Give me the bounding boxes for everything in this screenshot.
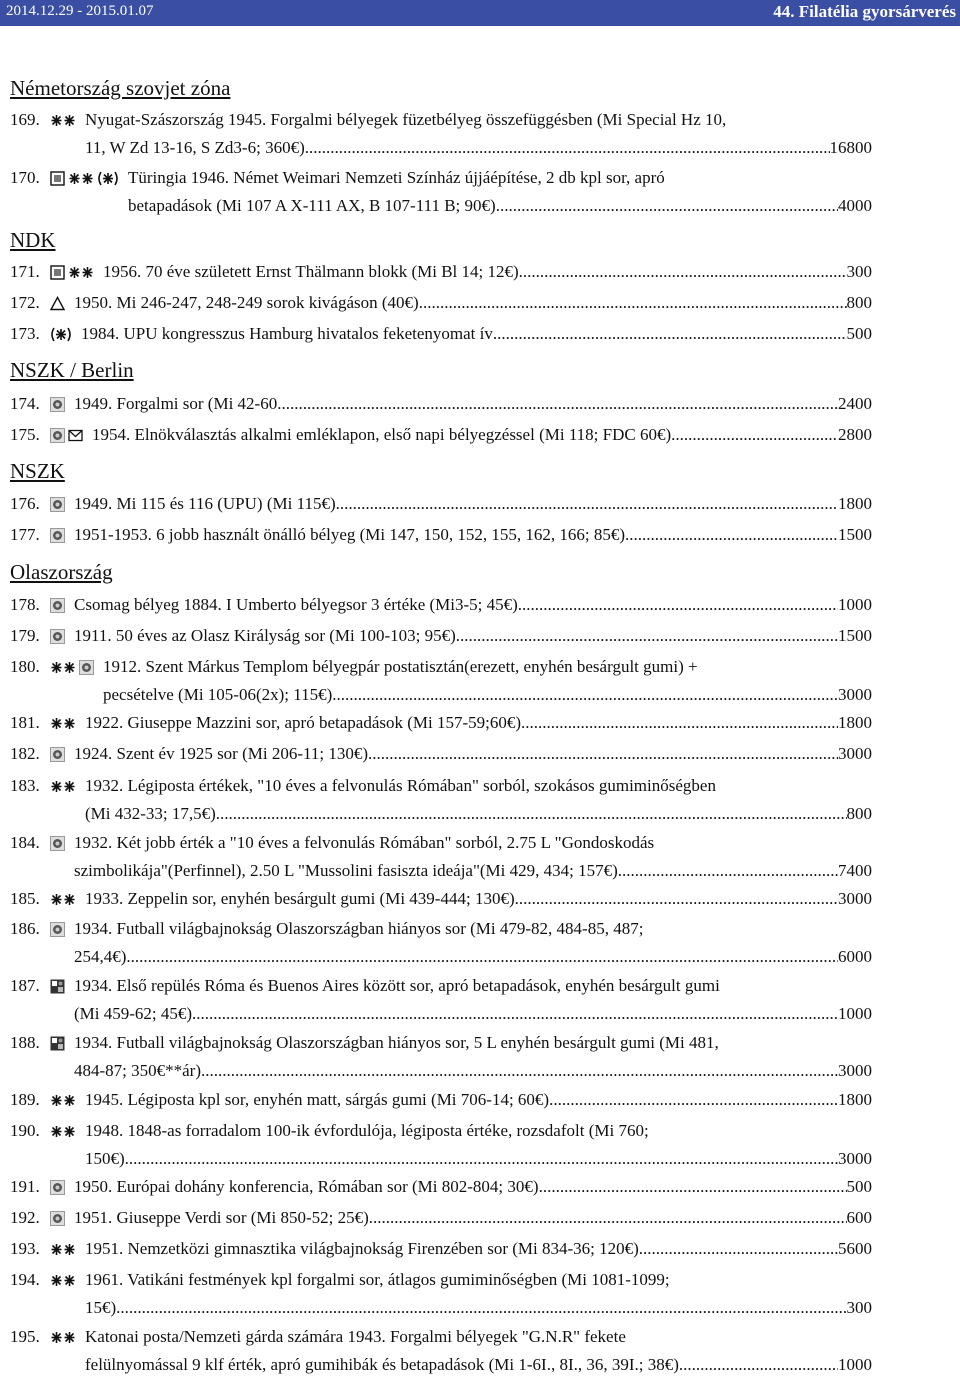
- postmark-icon: [50, 922, 65, 937]
- leader-dots: [496, 192, 838, 220]
- postmark-icon: [50, 747, 65, 762]
- lot-number: 192.: [10, 1208, 40, 1227]
- condition-icons: [50, 836, 65, 851]
- date-range: 2014.12.29 - 2015.01.07: [6, 3, 154, 19]
- lot-description: felülnyomással 9 klf érték, apró gumihibák és betapadások (Mi 1-6I., 8I., 36, 39I.; 38€): [85, 1355, 679, 1374]
- double-star-icon: [50, 1330, 76, 1345]
- condition-icons: [50, 779, 76, 794]
- double-star-icon: [50, 660, 76, 675]
- star-paren-icon: [50, 327, 72, 342]
- lot-description: 1956. 70 éve született Ernst Thälmann blokk (Mi Bl 14; 12€): [103, 262, 519, 281]
- lot-description: Katonai posta/Nemzeti gárda számára 1943. Forgalmi bélyegek "G.N.R" fekete: [85, 1327, 626, 1346]
- lot-description: 1934. Futball világbajnokság Olaszországban hiányos sor, 5 L enyhén besárgult gumi (Mi 481,: [74, 1033, 719, 1052]
- leader-dots: [142, 1145, 838, 1173]
- mixed-icon: [50, 1036, 65, 1051]
- leader-dots: [456, 622, 838, 650]
- lot-number: 173.: [10, 324, 40, 343]
- lot-description: 1922. Giuseppe Mazzini sor, apró betapadások (Mi 157-59;60€): [85, 713, 522, 732]
- lot-description: 1934. Első repülés Róma és Buenos Aires között sor, apró betapadások, enyhén besárgult gumi: [74, 976, 720, 995]
- lot-number: 194.: [10, 1270, 40, 1289]
- lot-number: 179.: [10, 626, 40, 645]
- leader-dots: [419, 289, 847, 317]
- leader-dots: [277, 390, 838, 418]
- lot-description: 1945. Légiposta kpl sor, enyhén matt, sárgás gumi (Mi 706-14; 60€): [85, 1090, 550, 1109]
- lot-number: 171.: [10, 262, 40, 281]
- leader-dots: [216, 800, 847, 828]
- lot-description: pecsételve (Mi 105-06(2x); 115€): [103, 685, 333, 704]
- lot-number: 181.: [10, 713, 40, 732]
- lot-description: (Mi 432-33; 17,5€): [85, 804, 216, 823]
- triangle-icon: [50, 296, 65, 311]
- postmark-icon: [50, 428, 65, 443]
- lot-price: 1000: [838, 1355, 872, 1374]
- condition-icons: [50, 265, 94, 280]
- lot-description: 1924. Szent év 1925 sor (Mi 206-11; 130€): [74, 744, 369, 763]
- double-star-icon: [50, 1093, 76, 1108]
- lot-number: 178.: [10, 595, 40, 614]
- postmark-icon: [50, 397, 65, 412]
- condition-icons: [50, 1273, 76, 1288]
- lot-number: 175.: [10, 425, 40, 444]
- condition-icons: [50, 892, 76, 907]
- lot-description: 1934. Futball világbajnokság Olaszországban hiányos sor (Mi 479-82, 484-85, 487;: [74, 919, 644, 938]
- auction-title: 44. Filatélia gyorsárverés: [773, 2, 956, 21]
- lot-price: 3000: [838, 1061, 872, 1080]
- lot-number: 186.: [10, 919, 40, 938]
- condition-icons: [50, 922, 65, 937]
- condition-icons: [50, 1242, 76, 1257]
- lot-description: 1932. Légiposta értékek, "10 éves a felvonulás Rómában" sorból, szokásos gumiminőségben: [85, 776, 716, 795]
- lot-number: 177.: [10, 525, 40, 544]
- leader-dots: [133, 1294, 846, 1322]
- lot-description: 1951. Giuseppe Verdi sor (Mi 850-52; 25€): [74, 1208, 369, 1227]
- lot-description: 1950. Mi 246-247, 248-249 sorok kivágáson (40€): [74, 293, 419, 312]
- lot-number: 183.: [10, 776, 40, 795]
- block-icon: [50, 171, 65, 186]
- lot-description: Türingia 1946. Német Weimari Nemzeti Színház újjáépítése, 2 db kpl sor, apró: [128, 168, 665, 187]
- lot-price: 7400: [838, 861, 872, 880]
- page-header: [0, 0, 960, 26]
- leader-dots: [143, 943, 838, 971]
- condition-icons: [50, 660, 94, 675]
- double-star-icon: [50, 779, 76, 794]
- star-paren-icon: [97, 171, 119, 186]
- lot-price: 1000: [838, 1004, 872, 1023]
- section-heading: Olaszország: [10, 560, 113, 584]
- lot-description: 1954. Elnökválasztás alkalmi emléklapon, első napi bélyegzéssel (Mi 118; FDC 60€): [92, 425, 672, 444]
- double-star-icon: [68, 265, 94, 280]
- lot-description: 1949. Mi 115 és 116 (UPU) (Mi 115€): [74, 494, 336, 513]
- postmark-icon: [50, 497, 65, 512]
- leader-dots: [493, 320, 847, 348]
- block-icon: [50, 265, 65, 280]
- lot-description: 11, W Zd 13-16, S Zd3-6; 360€): [85, 138, 305, 157]
- section-heading: NDK: [10, 228, 56, 252]
- lot-number: 188.: [10, 1033, 40, 1052]
- leader-dots: [518, 591, 838, 619]
- mixed-icon: [50, 979, 65, 994]
- lot-description: 1932. Két jobb érték a "10 éves a felvonulás Rómában" sorból, 2.75 L "Gondoskodás: [74, 833, 655, 852]
- lot-description: 150€)....: [85, 1149, 142, 1168]
- double-star-icon: [50, 716, 76, 731]
- leader-dots: [539, 1173, 847, 1201]
- lot-number: 170.: [10, 168, 40, 187]
- postmark-icon: [50, 1180, 65, 1195]
- condition-icons: [50, 428, 83, 443]
- leader-dots: [679, 1351, 838, 1379]
- lot-description: Csomag bélyeg 1884. I Umberto bélyegsor 3 értéke (Mi3-5; 45€): [74, 595, 518, 614]
- lot-description: 1961. Vatikáni festmények kpl forgalmi sor, átlagos gumiminőségben (Mi 1081-1099;: [85, 1270, 670, 1289]
- leader-dots: [201, 1057, 838, 1085]
- condition-icons: [50, 1124, 76, 1139]
- lot-price: 500: [846, 1177, 872, 1196]
- lot-price: 4000: [838, 196, 872, 215]
- lot-price: 2800: [838, 425, 872, 444]
- condition-icons: [50, 716, 76, 731]
- postmark-icon: [79, 660, 94, 675]
- condition-icons: [50, 598, 65, 613]
- lot-price: 1000: [838, 595, 872, 614]
- lot-price: 6000: [838, 947, 872, 966]
- leader-dots: [369, 1204, 847, 1232]
- lot-number: 190.: [10, 1121, 40, 1140]
- lot-price: 3000: [838, 685, 872, 704]
- lot-number: 191.: [10, 1177, 40, 1196]
- lot-description: 1984. UPU kongresszus Hamburg hivatalos feketenyomat ív: [81, 324, 493, 343]
- lot-description: 1951-1953. 6 jobb használt önálló bélyeg (Mi 147, 150, 152, 155, 162, 166; 85€): [74, 525, 626, 544]
- leader-dots: [521, 709, 838, 737]
- leader-dots: [305, 134, 830, 162]
- lot-description: 1950. Európai dohány konferencia, Rómában sor (Mi 802-804; 30€): [74, 1177, 539, 1196]
- lot-price: 500: [846, 324, 872, 343]
- lot-price: 16800: [829, 138, 872, 157]
- lot-number: 180.: [10, 657, 40, 676]
- leader-dots: [192, 1000, 838, 1028]
- double-star-icon: [50, 1124, 76, 1139]
- postmark-icon: [50, 528, 65, 543]
- leader-dots: [332, 681, 838, 709]
- leader-dots: [336, 490, 838, 518]
- condition-icons: [50, 497, 65, 512]
- lot-description: Nyugat-Szászország 1945. Forgalmi bélyegek füzetbélyeg összefüggésben (Mi Special Hz 10,: [85, 110, 727, 129]
- condition-icons: [50, 747, 65, 762]
- lot-number: 172.: [10, 293, 40, 312]
- lot-number: 195.: [10, 1327, 40, 1346]
- leader-dots: [515, 885, 838, 913]
- condition-icons: [50, 1180, 65, 1195]
- section-heading: NSZK: [10, 459, 65, 483]
- lot-price: 300: [846, 262, 872, 281]
- postmark-icon: [50, 629, 65, 644]
- condition-icons: [50, 171, 119, 186]
- lot-description: 254,4€)....: [74, 947, 144, 966]
- condition-icons: [50, 528, 65, 543]
- lot-description: 1948. 1848-as forradalom 100-ik évfordulója, légiposta értéke, rozsdafolt (Mi 760;: [85, 1121, 649, 1140]
- condition-icons: [50, 1211, 65, 1226]
- lot-description: szimbolikája"(Perfinnel), 2.50 L "Mussolini fasiszta ideája"(Mi 429, 434; 157€): [74, 861, 618, 880]
- lot-price: 600: [846, 1208, 872, 1227]
- condition-icons: [50, 979, 65, 994]
- condition-icons: [50, 296, 65, 311]
- lot-description: 1933. Zeppelin sor, enyhén besárgult gumi (Mi 439-444; 130€): [85, 889, 515, 908]
- lot-description: 1951. Nemzetközi gimnasztika világbajnokság Firenzében sor (Mi 834-36; 120€): [85, 1239, 639, 1258]
- lot-price: 2400: [838, 394, 872, 413]
- lot-description: betapadások (Mi 107 A X-111 AX, B 107-111 B; 90€): [128, 196, 496, 215]
- lot-description: 15€)....: [85, 1298, 134, 1317]
- leader-dots: [639, 1235, 838, 1263]
- condition-icons: [50, 327, 72, 342]
- double-star-icon: [50, 892, 76, 907]
- lot-number: 174.: [10, 394, 40, 413]
- leader-dots: [368, 740, 838, 768]
- condition-icons: [50, 1093, 76, 1108]
- lot-price: 3000: [838, 889, 872, 908]
- lot-number: 193.: [10, 1239, 40, 1258]
- section-heading: NSZK / Berlin: [10, 358, 134, 382]
- lot-price: 5600: [838, 1239, 872, 1258]
- lot-price: 1500: [838, 525, 872, 544]
- lot-price: 800: [846, 804, 872, 823]
- condition-icons: [50, 1036, 65, 1051]
- double-star-icon: [50, 1242, 76, 1257]
- lot-description: (Mi 459-62; 45€): [74, 1004, 193, 1023]
- postmark-icon: [50, 836, 65, 851]
- leader-dots: [618, 857, 838, 885]
- lot-price: 1800: [838, 1090, 872, 1109]
- double-star-icon: [68, 171, 94, 186]
- leader-dots: [549, 1086, 838, 1114]
- lot-price: 3000: [838, 1149, 872, 1168]
- postmark-icon: [50, 1211, 65, 1226]
- leader-dots: [519, 258, 847, 286]
- lot-number: 189.: [10, 1090, 40, 1109]
- condition-icons: [50, 397, 65, 412]
- lot-number: 182.: [10, 744, 40, 763]
- lot-price: 1500: [838, 626, 872, 645]
- lot-number: 176.: [10, 494, 40, 513]
- lot-number: 185.: [10, 889, 40, 908]
- lot-price: 300: [846, 1298, 872, 1317]
- lot-number: 187.: [10, 976, 40, 995]
- double-star-icon: [50, 1273, 76, 1288]
- lot-description: 1949. Forgalmi sor (Mi 42-60: [74, 394, 278, 413]
- lot-price: 3000: [838, 744, 872, 763]
- postmark-icon: [50, 598, 65, 613]
- lot-price: 800: [846, 293, 872, 312]
- lot-price: 1800: [838, 494, 872, 513]
- condition-icons: [50, 113, 76, 128]
- condition-icons: [50, 1330, 76, 1345]
- lot-number: 169.: [10, 110, 40, 129]
- condition-icons: [50, 629, 65, 644]
- lot-price: 1800: [838, 713, 872, 732]
- envelope-icon: [68, 428, 83, 443]
- leader-dots: [625, 521, 838, 549]
- double-star-icon: [50, 113, 76, 128]
- leader-dots: [671, 421, 838, 449]
- lot-description: 484-87; 350€**ár): [74, 1061, 202, 1080]
- lot-description: 1911. 50 éves az Olasz Királyság sor (Mi 100-103; 95€): [74, 626, 456, 645]
- section-heading: Németország szovjet zóna: [10, 76, 231, 100]
- lot-number: 184.: [10, 833, 40, 852]
- lot-description: 1912. Szent Márkus Templom bélyegpár postatisztán(erezett, enyhén besárgult gumi) +: [103, 657, 698, 676]
